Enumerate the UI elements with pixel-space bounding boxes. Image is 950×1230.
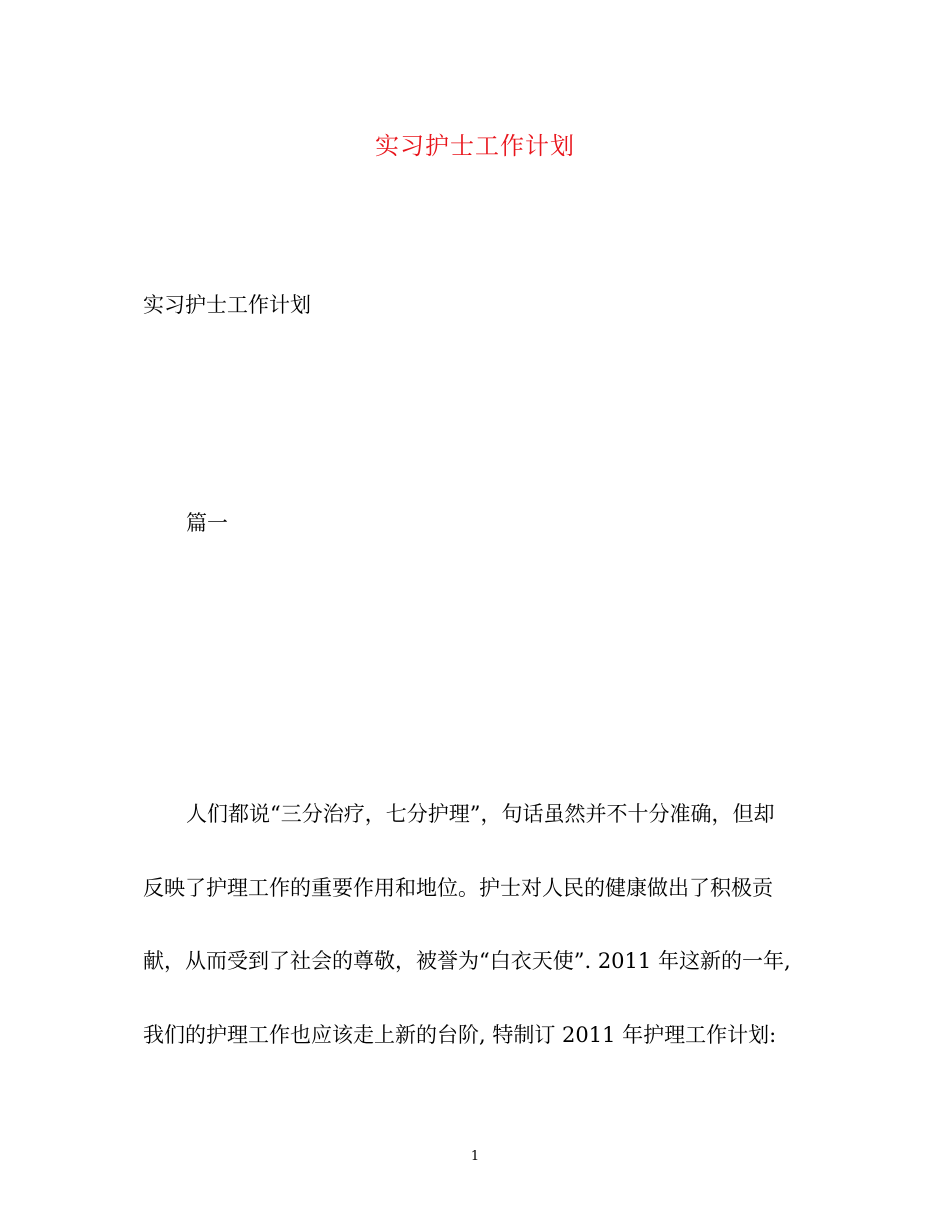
paragraph-line: 献，从而受到了社会的尊敬，被誉为“白衣天使”. 2011 年这新的一年, <box>143 949 791 973</box>
page-number: 1 <box>470 1149 480 1164</box>
document-title: 实习护士工作计划 <box>375 132 575 160</box>
paragraph-line: 人们都说“三分治疗，七分护理”，句话虽然并不十分准确，但却 <box>186 802 775 826</box>
document-subtitle: 实习护士工作计划 <box>143 293 311 317</box>
section-label: 篇一 <box>186 511 228 535</box>
paragraph-line: 反映了护理工作的重要作用和地位。护士对人民的健康做出了积极贡 <box>143 876 773 900</box>
paragraph-line: 我们的护理工作也应该走上新的台阶, 特制订 2011 年护理工作计划: <box>143 1023 777 1047</box>
